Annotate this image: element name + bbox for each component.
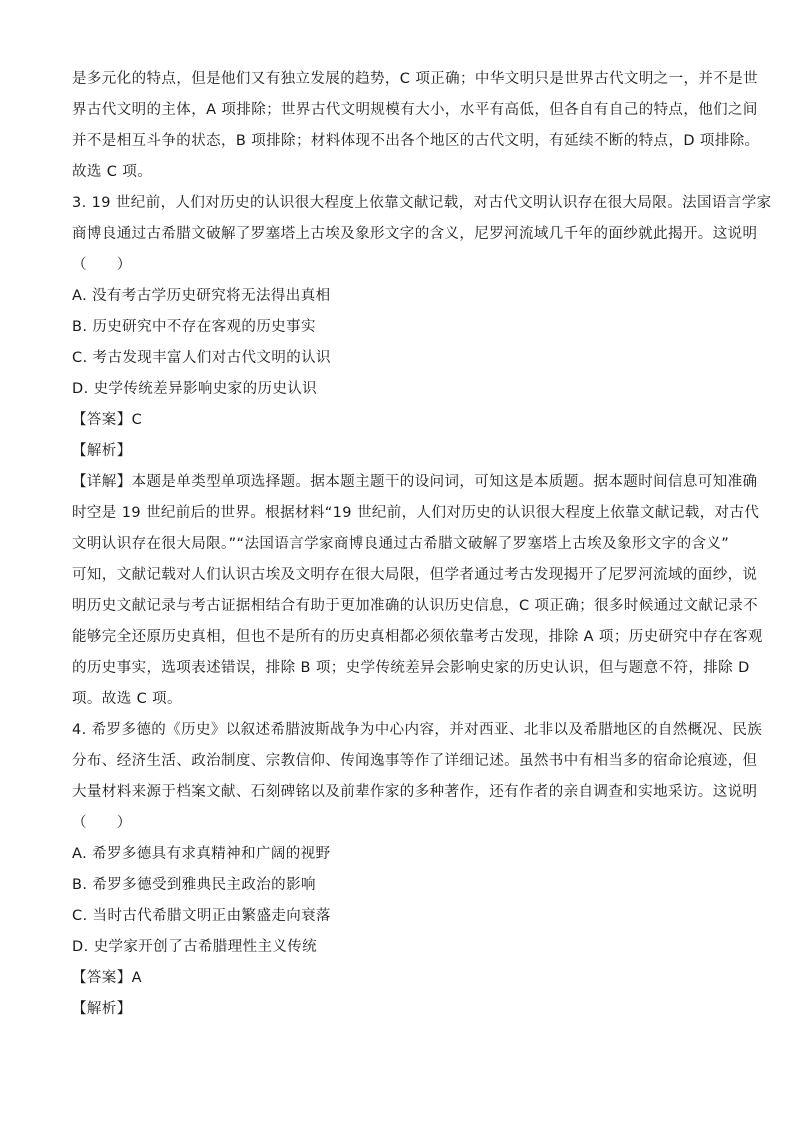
option-a: A. 没有考古学历史研究将无法得出真相 xyxy=(72,288,331,304)
option-a: A. 希罗多德具有求真精神和广阔的视野 xyxy=(72,846,331,862)
option-c: C. 考古发现丰富人们对古代文明的认识 xyxy=(72,350,331,366)
detail-line: 可知，文献记载对人们认识古埃及文明存在很大局限，但学者通过考古发现揭开了尼罗河流域的面纱，说 xyxy=(72,567,758,583)
question-stem-line: 3. 19 世纪前，人们对历史的认识很大程度上依靠文献记载，对古代文明认识存在很大局限。法国语言学家 xyxy=(72,195,772,211)
text-line: 是多元化的特点，但是他们又有独立发展的趋势，C 项正确；中华文明只是世界古代文明之一，并不是世 xyxy=(72,71,759,87)
text-line: 故选 C 项。 xyxy=(72,164,153,180)
answer-blank: （ ） xyxy=(72,815,132,831)
option-b: B. 希罗多德受到雅典民主政治的影响 xyxy=(72,877,316,893)
question-stem-line: 大量材料来源于档案文献、石刻碑铭以及前辈作家的多种著作，还有作者的亲自调查和实地采访。这说明 xyxy=(72,784,758,800)
question-stem-line: 商博良通过古希腊文破解了罗塞塔上古埃及象形文字的含义，尼罗河流域几千年的面纱就此揭开。这说明 xyxy=(72,226,758,242)
analysis-label: 【解析】 xyxy=(72,443,132,459)
question-4 xyxy=(72,715,763,1025)
option-b: B. 历史研究中不存在客观的历史事实 xyxy=(72,319,316,335)
previous-answer-explanation xyxy=(72,64,760,188)
detail-line: 项。故选 C 项。 xyxy=(72,691,182,707)
detail-line: 的历史事实，选项表述错误，排除 B 项；史学传统差异会影响史家的历史认识，但与题意不符，排除 D xyxy=(72,660,750,676)
answer-blank: （ ） xyxy=(72,257,132,273)
analysis-label: 【解析】 xyxy=(72,1001,132,1017)
detail-line: 能够完全还原历史真相，但也不是所有的历史真相都必须依靠考古发现，排除 A 项；历史研究中存在客观 xyxy=(72,629,763,645)
detail-line: 时空是 19 世纪前后的世界。根据材料“19 世纪前，人们对历史的认识很大程度上依靠文献记载，对古代 xyxy=(72,505,760,521)
text-line: 并不是相互斗争的状态，B 项排除；材料体现不出各个地区的古代文明，有延续不断的特点，D 项排除。 xyxy=(72,133,760,149)
answer-label: 【答案】A xyxy=(72,970,142,986)
text-line: 界古代文明的主体，A 项排除；世界古代文明规模有大小，水平有高低，但各自有自己的特点，他们之间 xyxy=(72,102,758,118)
detail-line: 文明认识存在很大局限。”“法国语言学家商博良通过古希腊文破解了罗塞塔上古埃及象形文字的含义” xyxy=(72,536,730,552)
option-d: D. 史学传统差异影响史家的历史认识 xyxy=(72,381,318,397)
question-3 xyxy=(72,188,772,715)
detail-line: 明历史文献记录与考古证据相结合有助于更加准确的认识历史信息，C 项正确；很多时候通过文献记录不 xyxy=(72,598,759,614)
question-stem-line: 4. 希罗多德的《历史》以叙述希腊波斯战争为中心内容，并对西亚、北非以及希腊地区的自然概况、民族 xyxy=(72,722,763,738)
answer-label: 【答案】C xyxy=(72,412,143,428)
option-d: D. 史学家开创了古希腊理性主义传统 xyxy=(72,939,318,955)
option-c: C. 当时古代希腊文明正由繁盛走向衰落 xyxy=(72,908,331,924)
document-page xyxy=(72,64,772,1025)
question-stem-line: 分布、经济生活、政治制度、宗教信仰、传闻逸事等作了详细记述。虽然书中有相当多的宿命论痕迹，但 xyxy=(72,753,758,769)
detail-line: 【详解】本题是单类型单项选择题。据本题主题干的设问词，可知这是本质题。据本题时间信息可知准确 xyxy=(72,474,758,490)
